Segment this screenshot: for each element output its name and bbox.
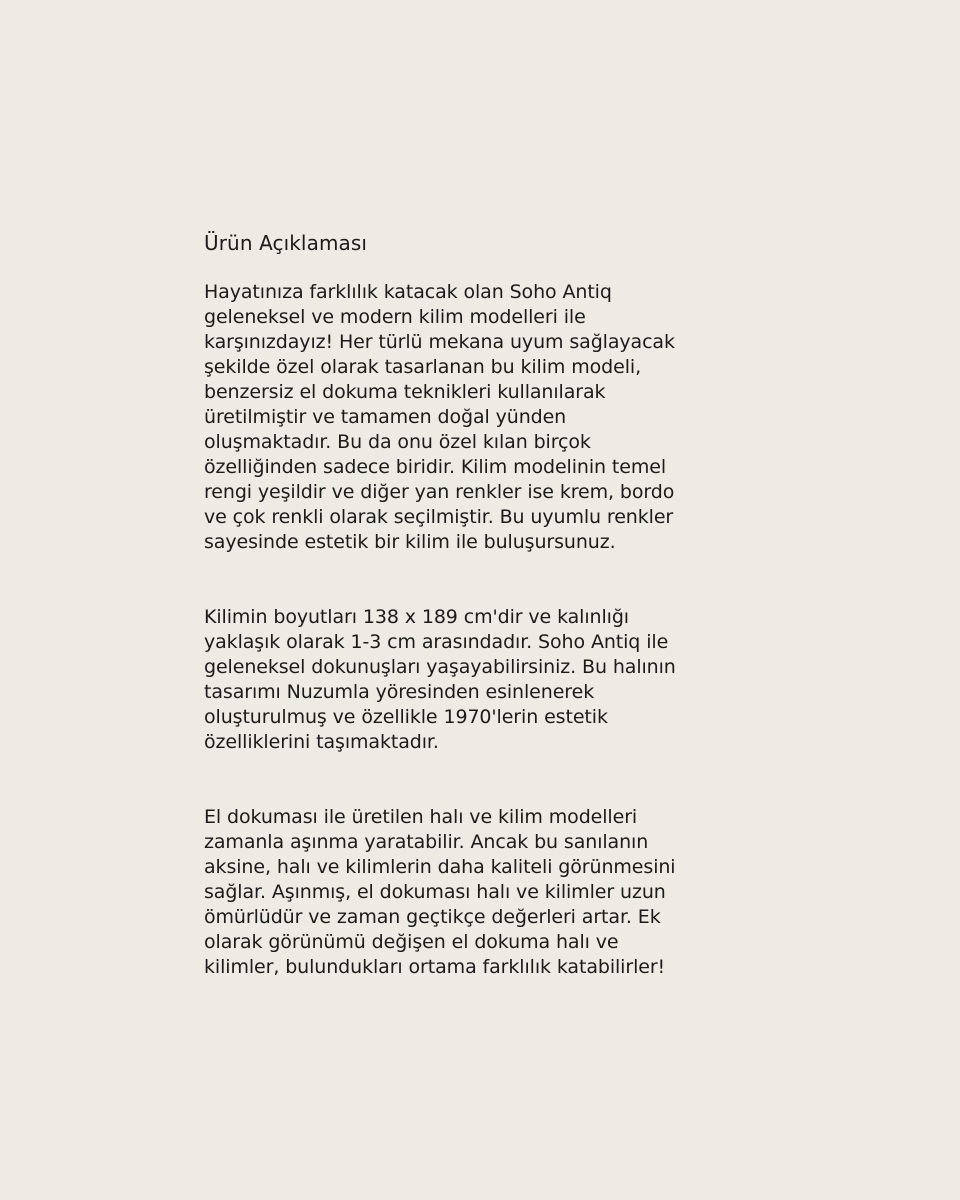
text-line: yaklaşık olarak 1-3 cm arasındadır. Soho Antiq ile [204,631,669,653]
text-line: sağlar. Aşınmış, el dokuması halı ve kilimler uzun [204,881,666,903]
text-line: ömürlüdür ve zaman geçtikçe değerleri artar. Ek [204,906,661,928]
text-line: geleneksel dokunuşları yaşayabilirsiniz. Bu halının [204,656,676,678]
page-title: Ürün Açıklaması [204,231,368,255]
text-line: zamanla aşınma yaratabilir. Ancak bu sanılanın [204,831,649,853]
text-line: karşınızdayız! Her türlü mekana uyum sağlayacak [204,331,675,353]
text-line: üretilmiştir ve tamamen doğal yünden [204,406,567,428]
text-line: sayesinde estetik bir kilim ile buluşursunuz. [204,531,616,553]
text-line: Kilimin boyutları 138 x 189 cm'dir ve kalınlığı [204,606,629,628]
text-line: şekilde özel olarak tasarlanan bu kilim modeli, [204,356,642,378]
paragraph-spacer [204,755,764,805]
text-line: özelliklerini taşımaktadır. [204,731,439,753]
text-line: olarak görünümü değişen el dokuma halı ve [204,931,619,953]
text-line: ve çok renkli olarak seçilmiştir. Bu uyumlu renkler [204,506,674,528]
text-line: oluşmaktadır. Bu da onu özel kılan birçok [204,431,591,453]
text-line: aksine, halı ve kilimlerin daha kaliteli görünmesini [204,856,676,878]
product-description [204,228,764,980]
text-line: rengi yeşildir ve diğer yan renkler ise krem, bordo [204,481,675,503]
text-line: özelliğinden sadece biridir. Kilim modelinin temel [204,456,667,478]
paragraph-care [204,805,764,980]
text-line: Hayatınıza farklılık katacak olan Soho Antiq [204,281,612,303]
paragraph-dimensions [204,605,764,755]
text-line: geleneksel ve modern kilim modelleri ile [204,306,586,328]
paragraph-spacer [204,555,764,605]
paragraph-intro [204,280,764,555]
text-line: El dokuması ile üretilen halı ve kilim modelleri [204,806,638,828]
text-line: kilimler, bulundukları ortama farklılık katabilirler! [204,956,666,978]
text-line: oluşturulmuş ve özellikle 1970'lerin estetik [204,706,608,728]
text-line: tasarımı Nuzumla yöresinden esinlenerek [204,681,595,703]
text-line: benzersiz el dokuma teknikleri kullanılarak [204,381,606,403]
